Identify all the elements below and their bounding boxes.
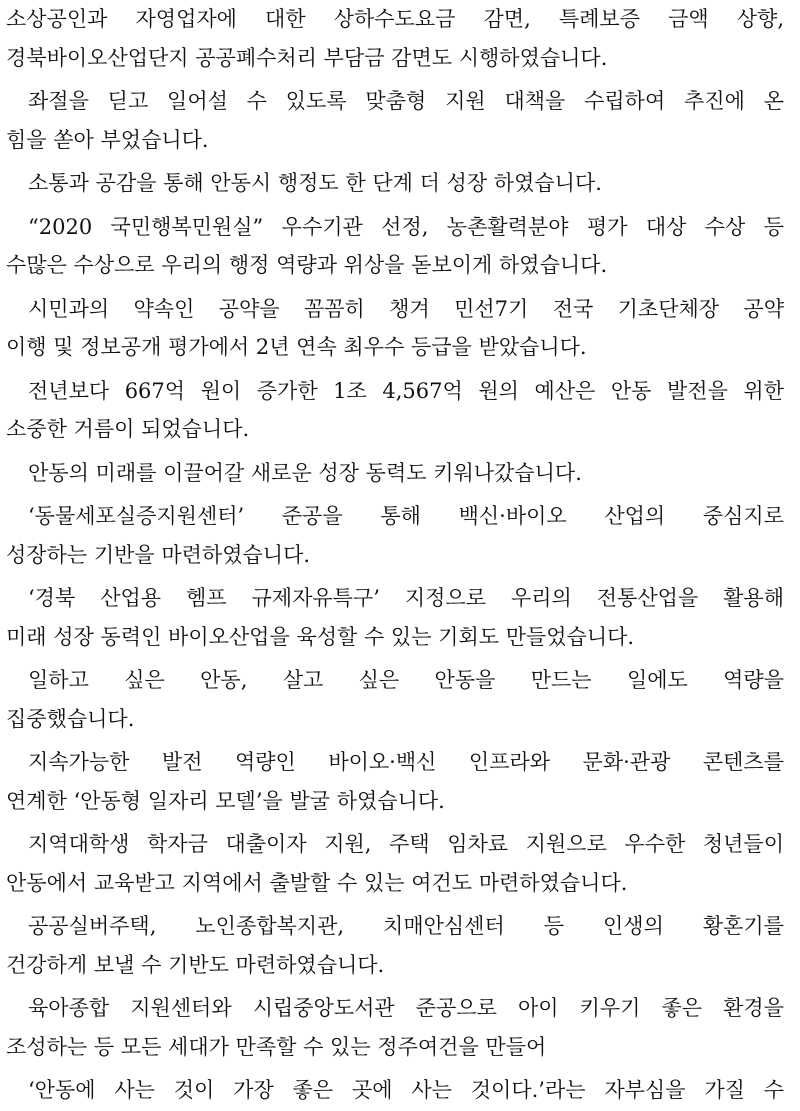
paragraph-line: 조성하는 등 모든 세대가 만족할 수 있는 정주여건을 만들어 [6, 1034, 547, 1059]
paragraph-6 [6, 372, 784, 449]
paragraph-12 [6, 825, 784, 902]
paragraph-line: 이행 및 정보공개 평가에서 2년 연속 최우수 등급을 받았습니다. [6, 335, 587, 359]
paragraph-11 [6, 743, 784, 820]
paragraph-line: 수많은 수상으로 우리의 행정 역량과 위상을 돋보이게 하였습니다. [6, 253, 608, 277]
paragraph-1 [6, 0, 784, 77]
paragraph-line: 좌절을 딛고 일어설 수 있도록 맞춤형 지원 대책을 수립하여 추진에 온 [28, 89, 784, 113]
paragraph-10 [6, 661, 784, 738]
paragraph-line: “2020 국민행복민원실” 우수기관 선정, 농촌활력분야 평가 대상 수상 등 [28, 214, 784, 239]
paragraph-line: 안동의 미래를 이끌어갈 새로운 성장 동력도 키워나갔습니다. [28, 460, 582, 485]
paragraph-line: 미래 성장 동력인 바이오산업을 육성할 수 있는 기회도 만들었습니다. [6, 624, 635, 649]
paragraph-2 [6, 82, 784, 159]
paragraph-line: 공공실버주택, 노인종합복지관, 치매안심센터 등 인생의 황혼기를 [28, 914, 784, 938]
paragraph-line: 소상공인과 자영업자에 대한 상하수도요금 감면, 특례보증 금액 상향, [6, 7, 784, 31]
paragraph-line: 일하고 싶은 안동, 살고 싶은 안동을 만드는 일에도 역량을 [28, 668, 784, 692]
paragraph-line: 지역대학생 학자금 대출이자 지원, 주택 임차료 지원으로 우수한 청년들이 [28, 832, 784, 856]
paragraph-line: 전년보다 667억 원이 증가한 1조 4,567억 원의 예산은 안동 발전을 위한 [28, 378, 784, 403]
paragraph-line: 연계한 ‘안동형 일자리 모델’을 발굴 하였습니다. [6, 788, 445, 813]
paragraph-line: ‘동물세포실증지원센터’ 준공을 통해 백신·바이오 산업의 중심지로 [28, 504, 784, 528]
paragraph-4 [6, 208, 784, 285]
paragraph-9 [6, 579, 784, 656]
paragraph-line: 지속가능한 발전 역량인 바이오·백신 인프라와 문화·관광 콘텐츠를 [28, 750, 784, 774]
paragraph-line: 성장하는 기반을 마련하였습니다. [6, 542, 311, 567]
paragraph-line: 시민과의 약속인 공약을 꼼꼼히 챙겨 민선7기 전국 기초단체장 공약 [28, 296, 784, 321]
paragraph-8 [6, 497, 784, 574]
paragraph-line: 안동에서 교육받고 지역에서 출발할 수 있는 여건도 마련하였습니다. [6, 870, 628, 895]
paragraph-line: 집중했습니다. [6, 706, 135, 731]
paragraph-line: 힘을 쏟아 부었습니다. [6, 127, 209, 152]
paragraph-3 [6, 164, 784, 203]
paragraph-line: 소중한 거름이 되었습니다. [6, 417, 250, 441]
paragraph-13 [6, 907, 784, 984]
paragraph-7 [6, 454, 784, 493]
paragraph-line: ‘안동에 사는 것이 가장 좋은 곳에 사는 것이다.’라는 자부심을 가질 수 [28, 1078, 784, 1102]
paragraph-14 [6, 989, 784, 1066]
paragraph-line: 소통과 공감을 통해 안동시 행정도 한 단계 더 성장 하였습니다. [28, 171, 602, 195]
paragraph-5 [6, 290, 784, 367]
paragraph-line: 육아종합 지원센터와 시립중앙도서관 준공으로 아이 키우기 좋은 환경을 [28, 996, 784, 1020]
paragraph-15 [6, 1071, 784, 1110]
paragraph-line: ‘경북 산업용 헴프 규제자유특구’ 지정으로 우리의 전통산업을 활용해 [28, 586, 784, 610]
paragraph-line: 건강하게 보낼 수 기반도 마련하였습니다. [6, 952, 385, 977]
paragraph-line: 경북바이오산업단지 공공폐수처리 부담금 감면도 시행하였습니다. [6, 45, 608, 70]
